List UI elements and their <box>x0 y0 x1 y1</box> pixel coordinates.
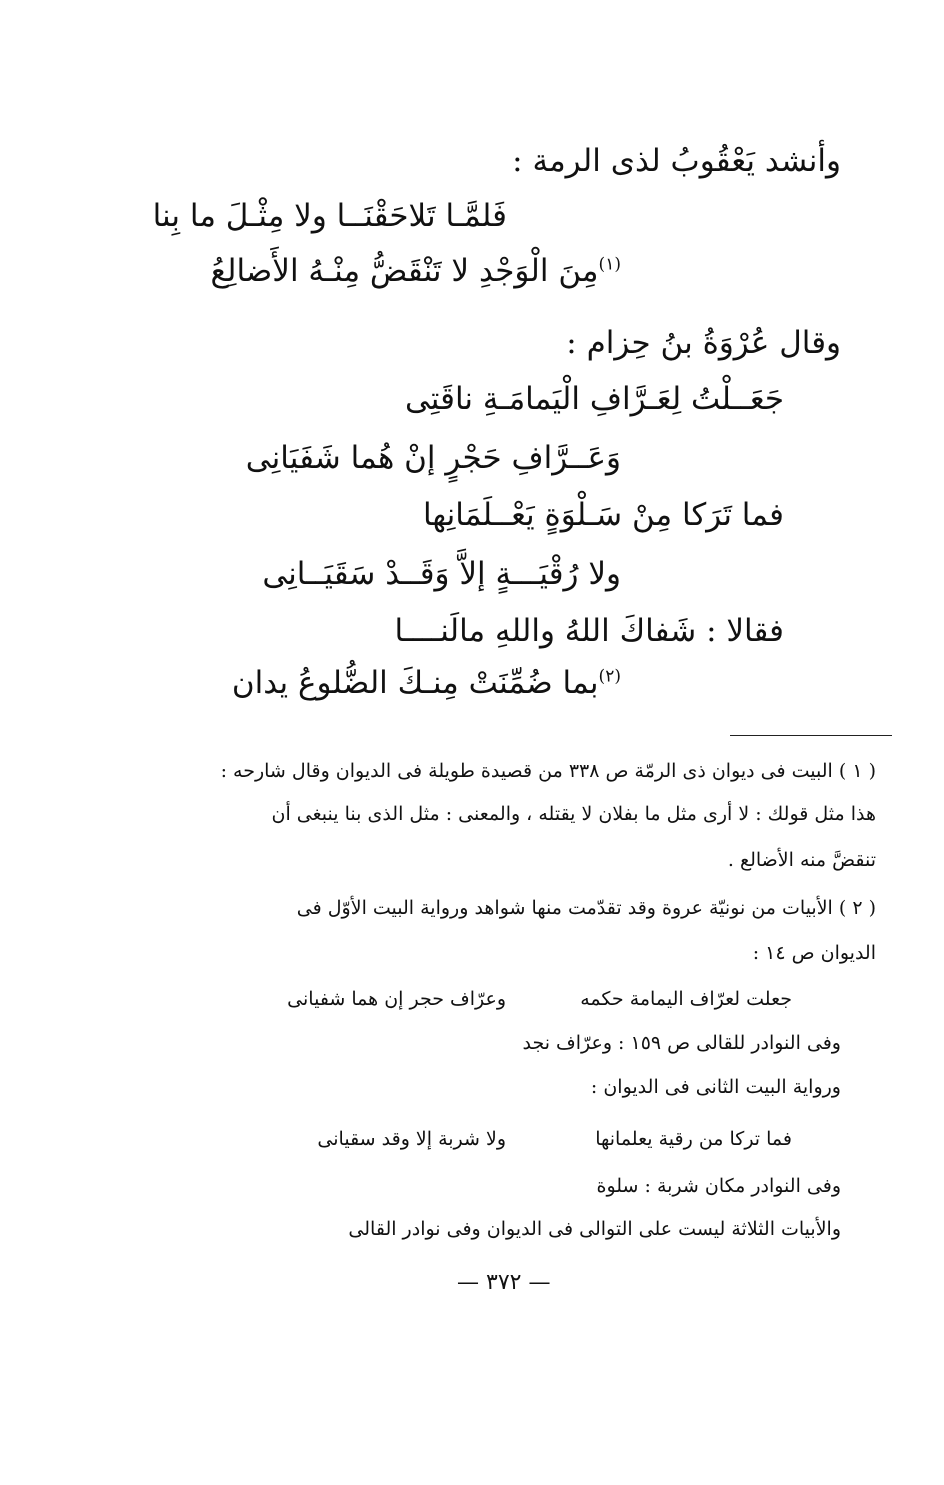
footnote-1-line-3: تنقضَّ منه الأضالع . <box>727 849 876 871</box>
footnote-2-line-5: ورواية البيت الثانى فى الديوان : <box>590 1076 841 1098</box>
footnote-separator <box>730 735 892 736</box>
footnote-2-line-7: وفى النوادر مكان شربة : سلوة <box>596 1175 841 1197</box>
verse-4-second-text: بما ضُمِّنَتْ مِنـكَ الضُّلوعُ يدان <box>231 665 599 701</box>
verse-4-first-hemistich: فقالا : شَفاكَ اللهُ واللهِ مالَنــــا <box>394 613 784 649</box>
intro-line-2: وقال عُرْوَةُ بنُ حِزام : <box>566 325 841 361</box>
verse-3-second-hemistich: ولا رُقْيَـــةٍ إلاَّ وَقَــدْ سَقَيَــانِى <box>262 556 621 592</box>
footnote-marker-1: (١) <box>598 254 621 275</box>
verse-1-second-hemistich <box>211 253 621 289</box>
verse-4-second-hemistich <box>232 665 621 701</box>
footnote-1-line-2: هذا مثل قولك : لا أرى مثل ما بفلان لا يقتله ، والمعنى : مثل الذى بنا ينبغى أن <box>271 803 876 825</box>
verse-2-second-hemistich: وَعَــرَّافِ حَجْرٍ إنْ هُما شَفَيَانِى <box>245 440 621 476</box>
footnote-2-line-4: وفى النوادر للقالى ص ١٥٩ : وعرّاف نجد <box>522 1032 841 1054</box>
footnote-marker-2: (٢) <box>598 666 621 687</box>
footnote-1-line-1: ( ١ ) البيت فى ديوان ذى الرمّة ص ٣٣٨ من قصيدة طويلة فى الديوان وقال شارحه : <box>220 760 876 782</box>
verse-3-first-hemistich: فما تَرَكا مِنْ سَـلْوَةٍ يَعْــلَمَانِها <box>422 497 784 533</box>
footnote-2-verse-a-second: وعرّاف حجر إن هما شفيانى <box>287 988 506 1010</box>
verse-2-first-hemistich: جَعَــلْتُ لِعَـرَّافِ الْيَمامَـةِ ناقَتِى <box>404 381 784 417</box>
verse-1-first-hemistich: فَلمَّـا تَلاحَقْنَــا ولا مِثْـلَ ما بِنا <box>152 198 507 234</box>
footnote-2-verse-b-first: فما تركا من رقية يعلمانها <box>595 1128 792 1150</box>
footnote-2-line-2: الديوان ص ١٤ : <box>752 942 876 964</box>
footnote-2-line-8: والأبيات الثلاثة ليست على التوالى فى الديوان وفى نوادر القالى <box>348 1218 841 1240</box>
footnote-2-verse-a-first: جعلت لعرّاف اليمامة حكمه <box>580 988 792 1010</box>
intro-line-1: وأنشد يَعْقُوبُ لذى الرمة : <box>512 143 841 179</box>
page-number: — ٣٧٢ — <box>457 1270 551 1295</box>
verse-1-second-text: مِنَ الْوَجْدِ لا تَنْقَضُّ مِنْـهُ الأَضالِعُ <box>210 253 599 289</box>
footnote-2-verse-b-second: ولا شربة إلا وقد سقيانى <box>317 1128 506 1150</box>
footnote-2-line-1: ( ٢ ) الأبيات من نونيّة عروة وقد تقدّمت منها شواهد ورواية البيت الأوّل فى <box>296 897 876 919</box>
